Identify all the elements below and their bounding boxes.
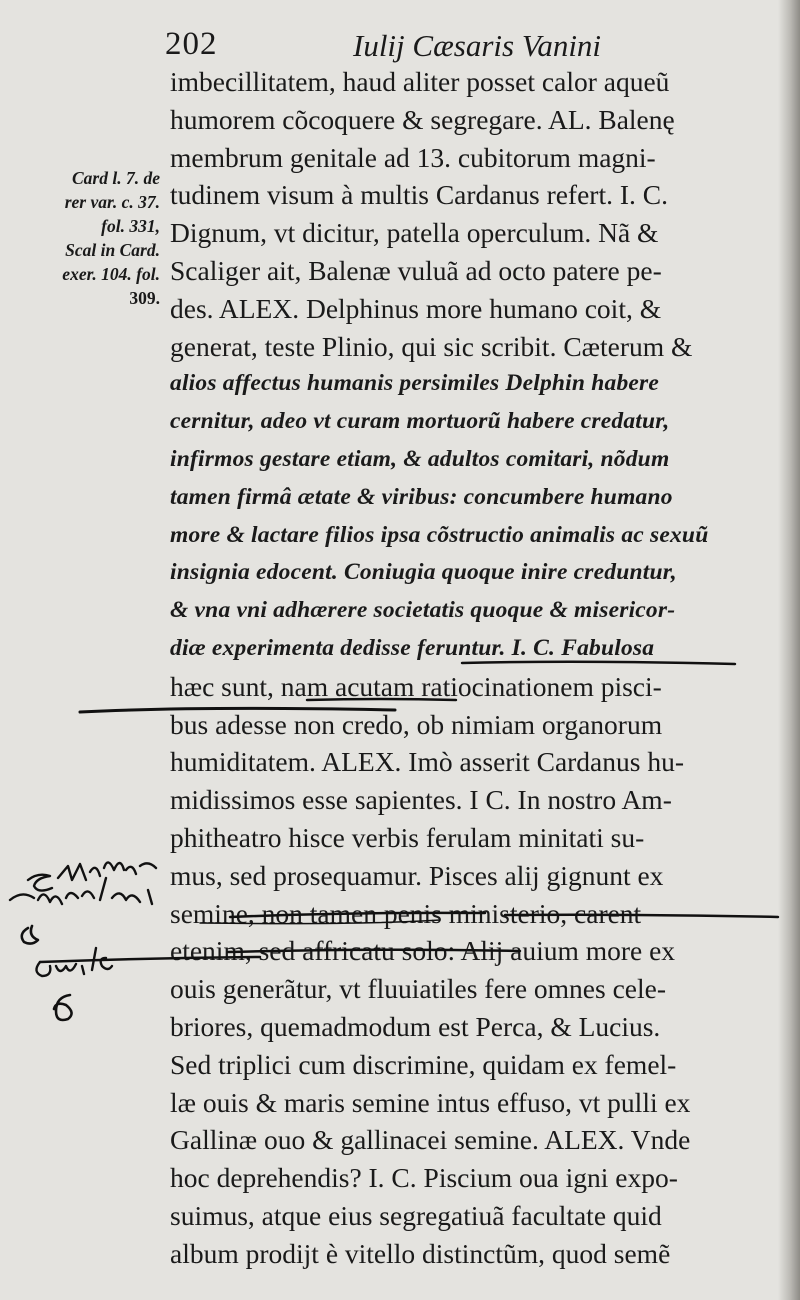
handwriting-affricatu-solo (10, 878, 152, 904)
body-line: membrum genitale ad 13. cubitorum magni- (170, 141, 656, 173)
body-line: des. ALEX. Delphinus more humano coit, & (170, 292, 662, 324)
body-line: suimus, atque eius segregatiuã facultate quid (170, 1199, 662, 1231)
body-line: humorem cõcoquere & segregare. AL. Balenę (170, 103, 675, 135)
body-line: bus adesse non credo, ob nimiam organorum (170, 708, 663, 740)
body-line: phitheatro hisce verbis ferulam minitati su- (170, 821, 645, 853)
marginal-note: 309. (129, 288, 160, 308)
body-line: album prodijt è vitello distinctũm, quod semẽ (170, 1237, 671, 1269)
underline-stroke (200, 920, 440, 924)
body-line: generat, teste Plinio, qui sic scribit. Cæterum & (170, 330, 693, 362)
body-line: Gallinæ ouo & gallinacei semine. ALEX. Vnde (170, 1124, 691, 1156)
marginal-note: Scal in Card. (65, 240, 160, 260)
body-line: midissimos esse sapientes. I C. In nostro Am- (170, 784, 672, 816)
body-line-italic: infirmos gestare etiam, & adultos comitari, nõdum (170, 445, 670, 472)
marginal-note: exer. 104. fol. (62, 264, 160, 284)
underline-stroke (40, 957, 260, 962)
body-line: humiditatem. ALEX. Imò asserit Cardanus hu- (170, 746, 685, 778)
handwriting-s (22, 926, 38, 944)
underline-stroke (307, 699, 456, 700)
body-line: semine, non tamen penis ministerio, carent (170, 897, 642, 929)
body-line: hæc sunt, nam acutam ratiocinationem pisci- (170, 670, 662, 702)
page-number: 202 (165, 26, 218, 62)
body-line-italic: insignia edocent. Coniugia quoque inire creduntur, (170, 559, 677, 586)
running-head: Iulij Cæsaris Vanini (353, 28, 602, 63)
underline-stroke (80, 708, 395, 712)
body-line: mus, sed prosequamur. Pisces alij gignunt ex (170, 859, 664, 891)
handwriting-ex-semine (28, 862, 156, 890)
marginal-note: fol. 331, (101, 216, 160, 236)
body-line-italic: alios affectus humanis persimiles Delphin habere (170, 370, 660, 397)
underline-stroke (505, 915, 778, 917)
marginal-note: rer var. c. 37. (64, 192, 160, 212)
body-line-italic: diæ experimenta dedisse feruntur. I. C. Fabulosa (170, 634, 655, 661)
underline-stroke (230, 913, 485, 917)
body-line: Dignum, vt dicitur, patella operculum. Nã & (170, 217, 659, 249)
body-line-italic: cernitur, adeo vt curam mortuorũ habere credatur, (170, 408, 670, 435)
body-line: imbecillitatem, haud aliter posset calor aqueũ (170, 66, 670, 97)
underline-stroke (228, 950, 520, 952)
body-line: Sed triplici cum discrimine, quidam ex femel- (170, 1048, 677, 1080)
body-line: etenim, sed affricatu solo: Alij auium more ex (170, 935, 676, 967)
body-line: hoc deprehendis? I. C. Piscium oua igni expo- (170, 1162, 678, 1194)
body-line-italic: more & lactare filios ipsa cõstructio animalis ac sexuũ (170, 521, 709, 548)
body-line: briores, quemadmodum est Perca, & Lucius. (170, 1010, 661, 1042)
marginal-note: Card l. 7. de (72, 168, 160, 188)
handwriting-6 (54, 995, 72, 1020)
body-line: tudinem visum à multis Cardanus refert. I. C. (170, 179, 668, 211)
body-line: læ ouis & maris semine intus effuso, vt pulli ex (170, 1086, 691, 1118)
body-line: ouis generãtur, vt fluuiatiles fere omnes cele- (170, 973, 666, 1005)
body-line: Scaliger ait, Balenæ vuluã ad octo patere pe- (170, 254, 662, 286)
underline-stroke (462, 662, 735, 664)
body-line-italic: tamen firmâ ætate & viribus: concumbere humano (170, 483, 673, 510)
body-line-italic: & vna vni adhærere societatis quoque & misericor- (170, 597, 676, 624)
